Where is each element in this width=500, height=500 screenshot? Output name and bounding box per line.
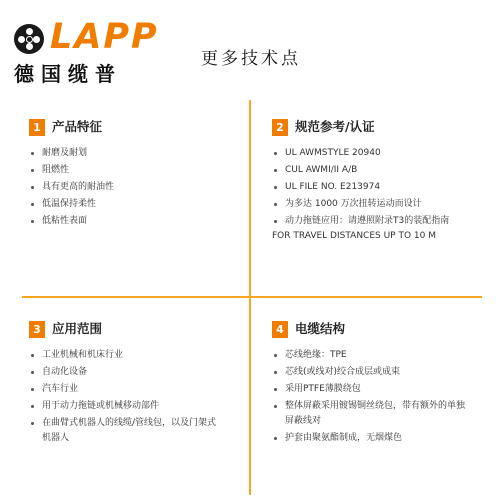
list-item: 具有更高的耐油性	[29, 180, 239, 195]
list-item: 为多达 1000 万次扭转运动而设计	[272, 197, 492, 212]
bullet-icon	[31, 186, 34, 189]
list-item: 汽车行业	[29, 382, 244, 397]
section-title: 产品特征	[52, 119, 103, 134]
section-number-badge: 4	[272, 321, 288, 338]
list-item: 在曲臂式机器人的线缆/管线包，以及门架式	[29, 416, 244, 431]
section-application-range	[29, 320, 244, 448]
list-item: 护套由聚氨酯制成，无烟煤色	[272, 431, 487, 446]
bullet-icon	[274, 371, 277, 374]
bullet-icon	[274, 203, 277, 206]
bullet-icon	[31, 422, 34, 425]
brand-logo-text: LAPP	[50, 17, 159, 57]
list-item: 整体屏蔽采用镀锡铜丝绕包，带有额外的单独	[272, 399, 487, 414]
bullet-icon	[274, 220, 277, 223]
list-item: CUL AWMI/II A/B	[272, 163, 492, 178]
bullet-icon	[274, 354, 277, 357]
section-number-badge: 1	[29, 119, 45, 136]
bullet-icon	[31, 203, 34, 206]
bullet-icon	[274, 437, 277, 440]
list-item: 工业机械和机床行业	[29, 348, 244, 363]
section-standards-certification	[272, 118, 492, 246]
bullet-icon	[274, 405, 277, 408]
bullet-icon	[31, 388, 34, 391]
list-item: 低粘性表面	[29, 214, 239, 229]
list-item: 自动化设备	[29, 365, 244, 380]
list-item-continuation: 屏蔽线对	[285, 416, 322, 426]
bullet-icon	[274, 152, 277, 155]
list-item: 低温保持柔性	[29, 197, 239, 212]
list-item: 芯线绝缘：TPE	[272, 348, 487, 363]
brand-name-cn: 德国缆普	[14, 62, 122, 86]
section-number-badge: 3	[29, 321, 45, 338]
bullet-icon	[31, 354, 34, 357]
horizontal-divider	[22, 296, 482, 298]
page-title: 更多技术点	[201, 49, 301, 69]
bullet-icon	[274, 388, 277, 391]
lapp-cable-logo-icon	[14, 24, 44, 54]
header	[0, 0, 500, 100]
list-item: 芯线(或线对)绞合成层或成束	[272, 365, 487, 380]
section-product-features	[29, 118, 239, 231]
bullet-icon	[31, 152, 34, 155]
bullet-icon	[31, 371, 34, 374]
bullet-icon	[31, 405, 34, 408]
list-item: 耐磨及耐划	[29, 146, 239, 161]
list-item-continuation: 机器人	[42, 433, 70, 443]
section-number-badge: 2	[272, 119, 288, 136]
bullet-icon	[274, 169, 277, 172]
section-title: 规范参考/认证	[295, 119, 375, 134]
section-cable-structure	[272, 320, 487, 448]
list-item: 用于动力拖链或机械移动部件	[29, 399, 244, 414]
list-item-continuation: FOR TRAVEL DISTANCES UP TO 10 M	[272, 231, 436, 241]
list-item: 采用PTFE薄膜绕包	[272, 382, 487, 397]
bullet-icon	[31, 220, 34, 223]
list-item: 动力拖链应用：请遵照附录T3的装配指南	[272, 214, 492, 229]
bullet-icon	[31, 169, 34, 172]
list-item: 阻燃性	[29, 163, 239, 178]
section-title: 应用范围	[52, 321, 103, 336]
section-title: 电缆结构	[295, 321, 346, 336]
list-item: UL AWMSTYLE 20940	[272, 146, 492, 161]
list-item: UL FILE NO. E213974	[272, 180, 492, 195]
bullet-icon	[274, 186, 277, 189]
